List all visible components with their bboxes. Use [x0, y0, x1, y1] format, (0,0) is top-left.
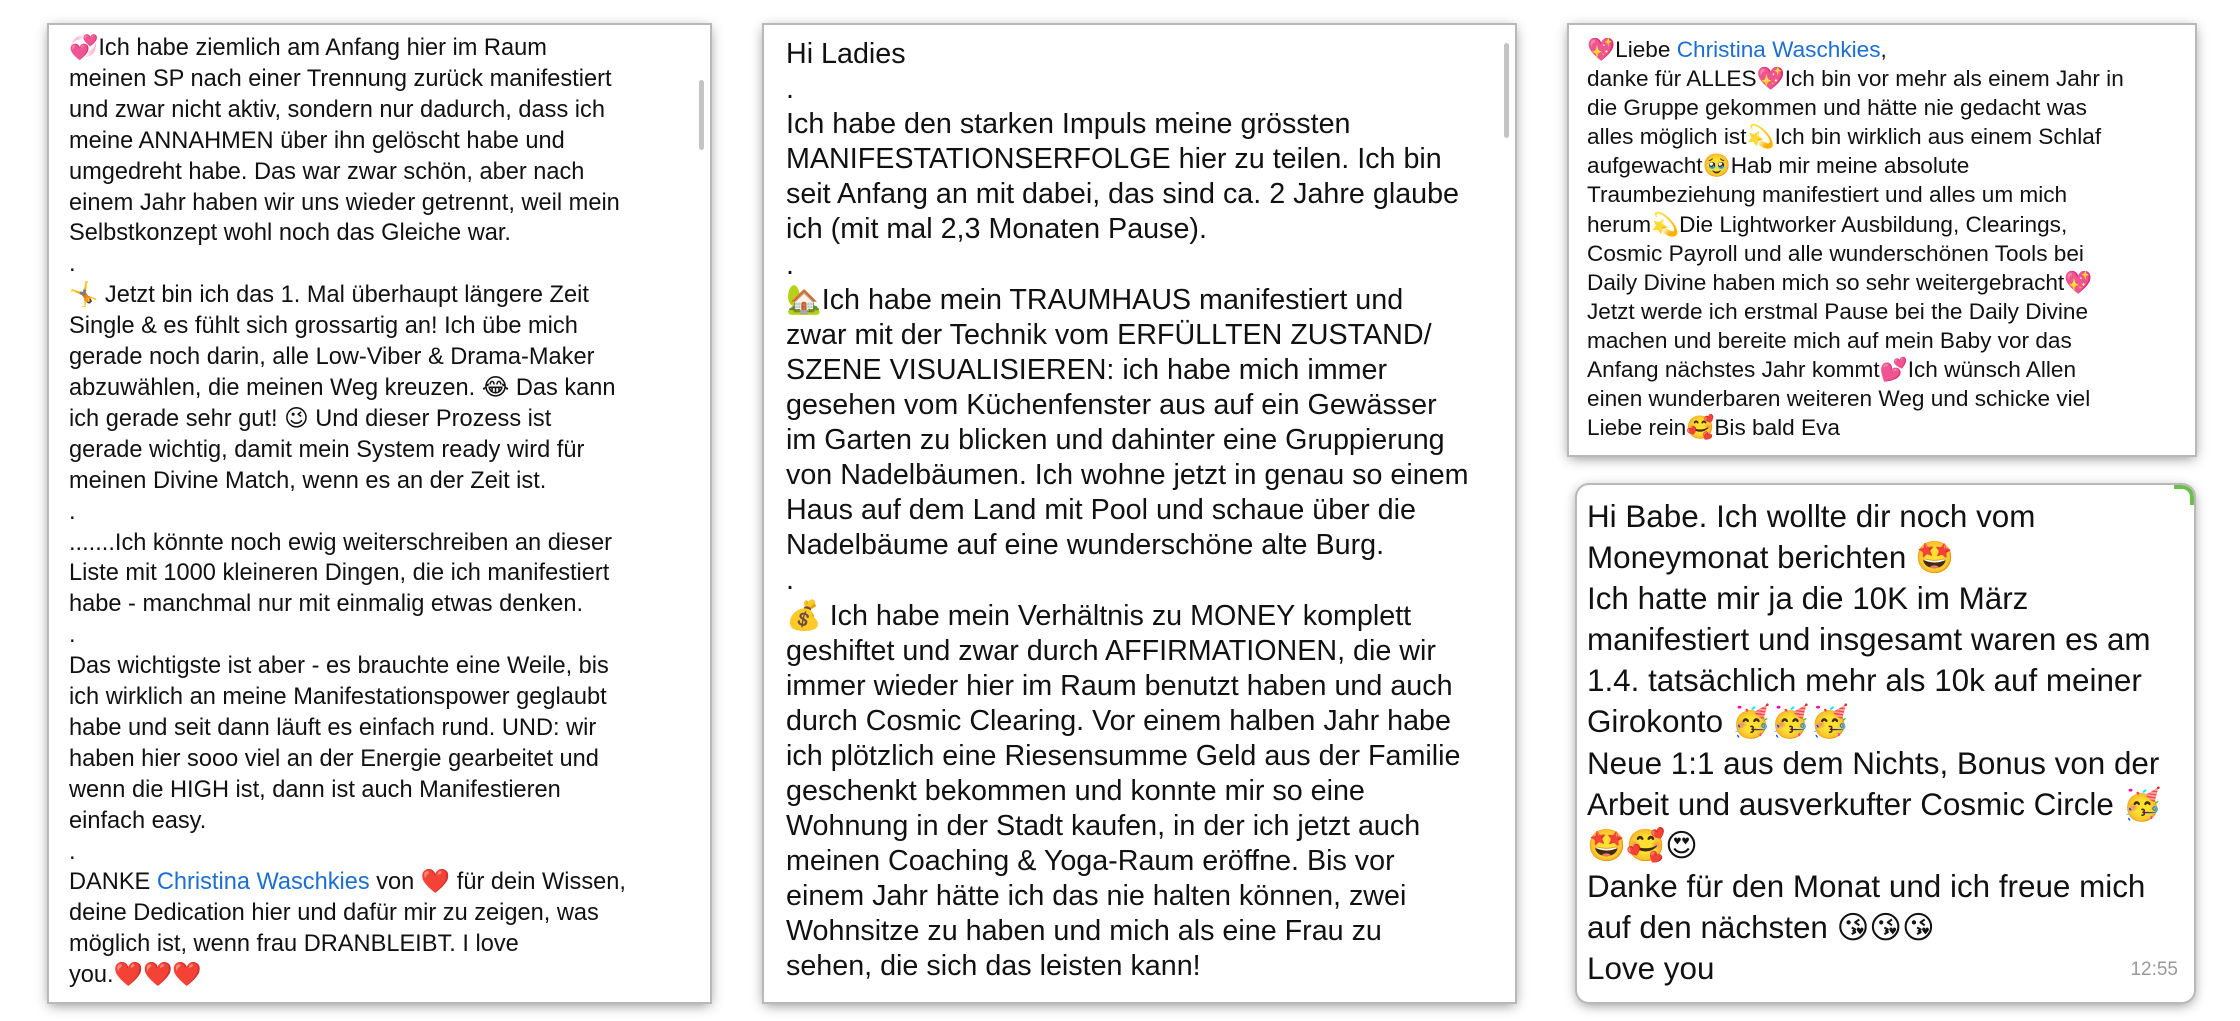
message-line: möglich ist, wenn frau DRANBLEIBT. I love: [69, 931, 519, 958]
message-line: Neue 1:1 aus dem Nichts, Bonus von der: [1587, 745, 2160, 781]
message-line: .: [69, 622, 76, 649]
message-line: Wohnsitze zu haben und mich als eine Frau zu: [786, 915, 1382, 948]
message-line: Liebe rein🥰Bis bald Eva: [1587, 415, 1840, 441]
greeting-line: [1587, 35, 2177, 64]
message-line: Wohnung in der Stadt kaufen, in der ich jetzt auch: [786, 810, 1421, 843]
message-line: 💞Ich habe ziemlich am Anfang hier im Raum: [69, 35, 547, 61]
message-line: durch Cosmic Clearing. Vor einem halben Jahr habe: [786, 704, 1451, 737]
message-line: Girokonto 🥳🥳🥳: [1587, 704, 1850, 740]
message-line: 🏡Ich habe mein TRAUMHAUS manifestiert und: [786, 283, 1404, 316]
testimonial-card-4: [1577, 485, 2194, 1002]
message-line: Liste mit 1000 kleineren Dingen, die ich manifestiert: [69, 560, 610, 587]
message-line: aufgewacht🥹Hab mir meine absolute: [1587, 153, 1970, 179]
message-line: gesehen vom Küchenfenster aus auf ein Gewässer: [786, 388, 1437, 421]
message-line: haben hier sooo viel an der Energie gearbeitet und: [69, 745, 599, 772]
message-line: manifestiert und insgesamt waren es am: [1587, 622, 2151, 658]
message-line: geshiftet und zwar durch AFFIRMATIONEN, die wir: [786, 634, 1436, 667]
message-line: Ich hatte mir ja die 10K im März: [1587, 581, 2029, 617]
message-text: [69, 33, 690, 991]
message-line: seit Anfang an mit dabei, das sind ca. 2 Jahre glaube: [786, 178, 1460, 211]
message-line: sehen, die sich das leisten kann!: [786, 950, 1201, 983]
message-line: SZENE VISUALISIEREN: ich habe mich immer: [786, 353, 1388, 386]
message-line: .: [69, 838, 76, 865]
message-line: 🤸 Jetzt bin ich das 1. Mal überhaupt längere Zeit: [69, 282, 589, 309]
testimonial-card-3: [1569, 25, 2195, 455]
message-line: .: [786, 564, 794, 597]
message-line: Das wichtigste ist aber - es brauchte eine Weile, bis: [69, 653, 609, 680]
message-line: gerade noch darin, alle Low-Viber & Drama-Maker: [69, 344, 595, 371]
mention-link[interactable]: Christina Waschkies: [1676, 37, 1881, 62]
message-line: alles möglich ist💫Ich bin wirklich aus einem Schlaf: [1587, 124, 2102, 150]
message-line: einfach easy.: [69, 807, 207, 834]
message-line: einem Jahr haben wir uns wieder getrennt, weil mein: [69, 189, 620, 216]
thanks-line: [69, 867, 690, 898]
testimonial-card-1: [49, 25, 710, 1002]
scrollbar[interactable]: [1504, 43, 1509, 138]
thanks-prefix: DANKE: [69, 869, 157, 896]
message-line: und zwar nicht aktiv, sondern nur dadurch, dass ich: [69, 96, 605, 123]
message-line: .: [786, 73, 794, 106]
message-line: you.❤️❤️❤️: [69, 962, 202, 989]
message-line: meinen SP nach einer Trennung zurück manifestiert: [69, 65, 612, 92]
message-text: [786, 37, 1493, 985]
message-line: Hi Ladies: [786, 38, 906, 70]
message-line: 💰 Ich habe mein Verhältnis zu MONEY komplett: [786, 599, 1412, 632]
message-line: .: [786, 248, 794, 281]
message-line: Traumbeziehung manifestiert und alles um mich: [1587, 182, 2068, 208]
message-line: habe und seit dann läuft es einfach rund. UND: wir: [69, 714, 597, 741]
message-line: Nadelbäume auf eine wunderschöne alte Burg.: [786, 529, 1385, 562]
message-line: machen und bereite mich auf mein Baby vor das: [1587, 327, 2072, 353]
message-line: 🤩🥰😍: [1587, 827, 1698, 863]
message-line: Love you: [1587, 951, 1715, 987]
message-line: immer wieder hier im Raum benutzt haben und auch: [786, 669, 1453, 702]
message-line: Daily Divine haben mich so sehr weitergebracht💖: [1587, 269, 2093, 295]
message-line: ich wirklich an meine Manifestationspower geglaubt: [69, 684, 607, 711]
message-line: .: [69, 498, 76, 525]
message-line: abzuwählen, die meinen Weg kreuzen. 😂 Das kann: [69, 374, 616, 401]
message-line: MANIFESTATIONSERFOLGE hier zu teilen. Ich bin: [786, 143, 1442, 176]
greeting-prefix: 💖Liebe: [1587, 37, 1677, 62]
message-line: .......Ich könnte noch ewig weiterschreiben an dieser: [69, 529, 612, 556]
message-line: auf den nächsten 😘😘😘: [1587, 909, 1935, 945]
message-line: Single & es fühlt sich grossartig an! Ich übe mich: [69, 313, 578, 340]
message-line: meinen Divine Match, wenn es an der Zeit ist.: [69, 467, 547, 494]
message-line: .: [69, 251, 76, 278]
message-line: zwar mit der Technik vom ERFÜLLTEN ZUSTAND/: [786, 318, 1432, 351]
message-line: im Garten zu blicken und dahinter eine Gruppierung: [786, 424, 1445, 457]
message-line: herum💫Die Lightworker Ausbildung, Clearings,: [1587, 211, 2068, 237]
message-line: meinen Coaching & Yoga-Raum eröffne. Bis vor: [786, 845, 1395, 878]
message-line: einen wunderbaren weiteren Weg und schicke viel: [1587, 386, 2091, 412]
message-line: gerade wichtig, damit mein System ready wird für: [69, 436, 585, 463]
message-text: [1587, 496, 2184, 989]
message-line: umgedreht habe. Das war zwar schön, aber nach: [69, 158, 585, 185]
message-line: Selbstkonzept wohl noch das Gleiche war.: [69, 220, 511, 247]
message-line: 1.4. tatsächlich mehr als 10k auf meiner: [1587, 663, 2142, 699]
message-line: die Gruppe gekommen und hätte nie gedacht was: [1587, 95, 2087, 121]
message-line: danke für ALLES💖Ich bin vor mehr als einem Jahr in: [1587, 66, 2124, 92]
message-line: wenn die HIGH ist, dann ist auch Manifestieren: [69, 776, 561, 803]
message-line: einem Jahr hätte ich das nie halten können, zwei: [786, 880, 1407, 913]
message-line: habe - manchmal nur mit einmalig etwas denken.: [69, 591, 584, 618]
message-line: Ich habe den starken Impuls meine grössten: [786, 108, 1351, 141]
message-line: Haus auf dem Land mit Pool und schaue über die: [786, 494, 1416, 527]
message-line: Arbeit und ausverkufter Cosmic Circle 🥳: [1587, 786, 2162, 822]
message-line: von Nadelbäumen. Ich wohne jetzt in genau so einem: [786, 459, 1469, 492]
message-line: meine ANNAHMEN über ihn gelöscht habe und: [69, 127, 565, 154]
message-timestamp: 12:55: [2130, 958, 2178, 980]
mention-link[interactable]: Christina Waschkies: [156, 869, 370, 896]
message-line: Moneymonat berichten 🤩: [1587, 540, 1955, 576]
scrollbar[interactable]: [699, 80, 704, 150]
message-line: ich (mit mal 2,3 Monaten Pause).: [786, 213, 1207, 246]
testimonial-card-2: [764, 25, 1515, 1002]
message-line: ich plötzlich eine Riesensumme Geld aus der Familie: [786, 739, 1461, 772]
thanks-suffix: von ❤️ für dein Wissen,: [369, 869, 626, 896]
message-line: Hi Babe. Ich wollte dir noch vom: [1587, 499, 2036, 534]
message-line: geschenkt bekommen und konnte mir so eine: [786, 774, 1365, 807]
message-line: Danke für den Monat und ich freue mich: [1587, 868, 2146, 904]
message-line: ich gerade sehr gut! 😉 Und dieser Prozess ist: [69, 405, 552, 432]
message-line: Cosmic Payroll und alle wunderschönen Tools bei: [1587, 240, 2084, 266]
message-line: Anfang nächstes Jahr kommt💕Ich wünsch Allen: [1587, 357, 2077, 383]
message-line: deine Dedication hier und dafür mir zu zeigen, was: [69, 900, 599, 927]
message-text: [1587, 35, 2177, 442]
greeting-suffix: ,: [1880, 37, 1887, 62]
message-line: Jetzt werde ich erstmal Pause bei the Daily Divine: [1587, 298, 2089, 324]
